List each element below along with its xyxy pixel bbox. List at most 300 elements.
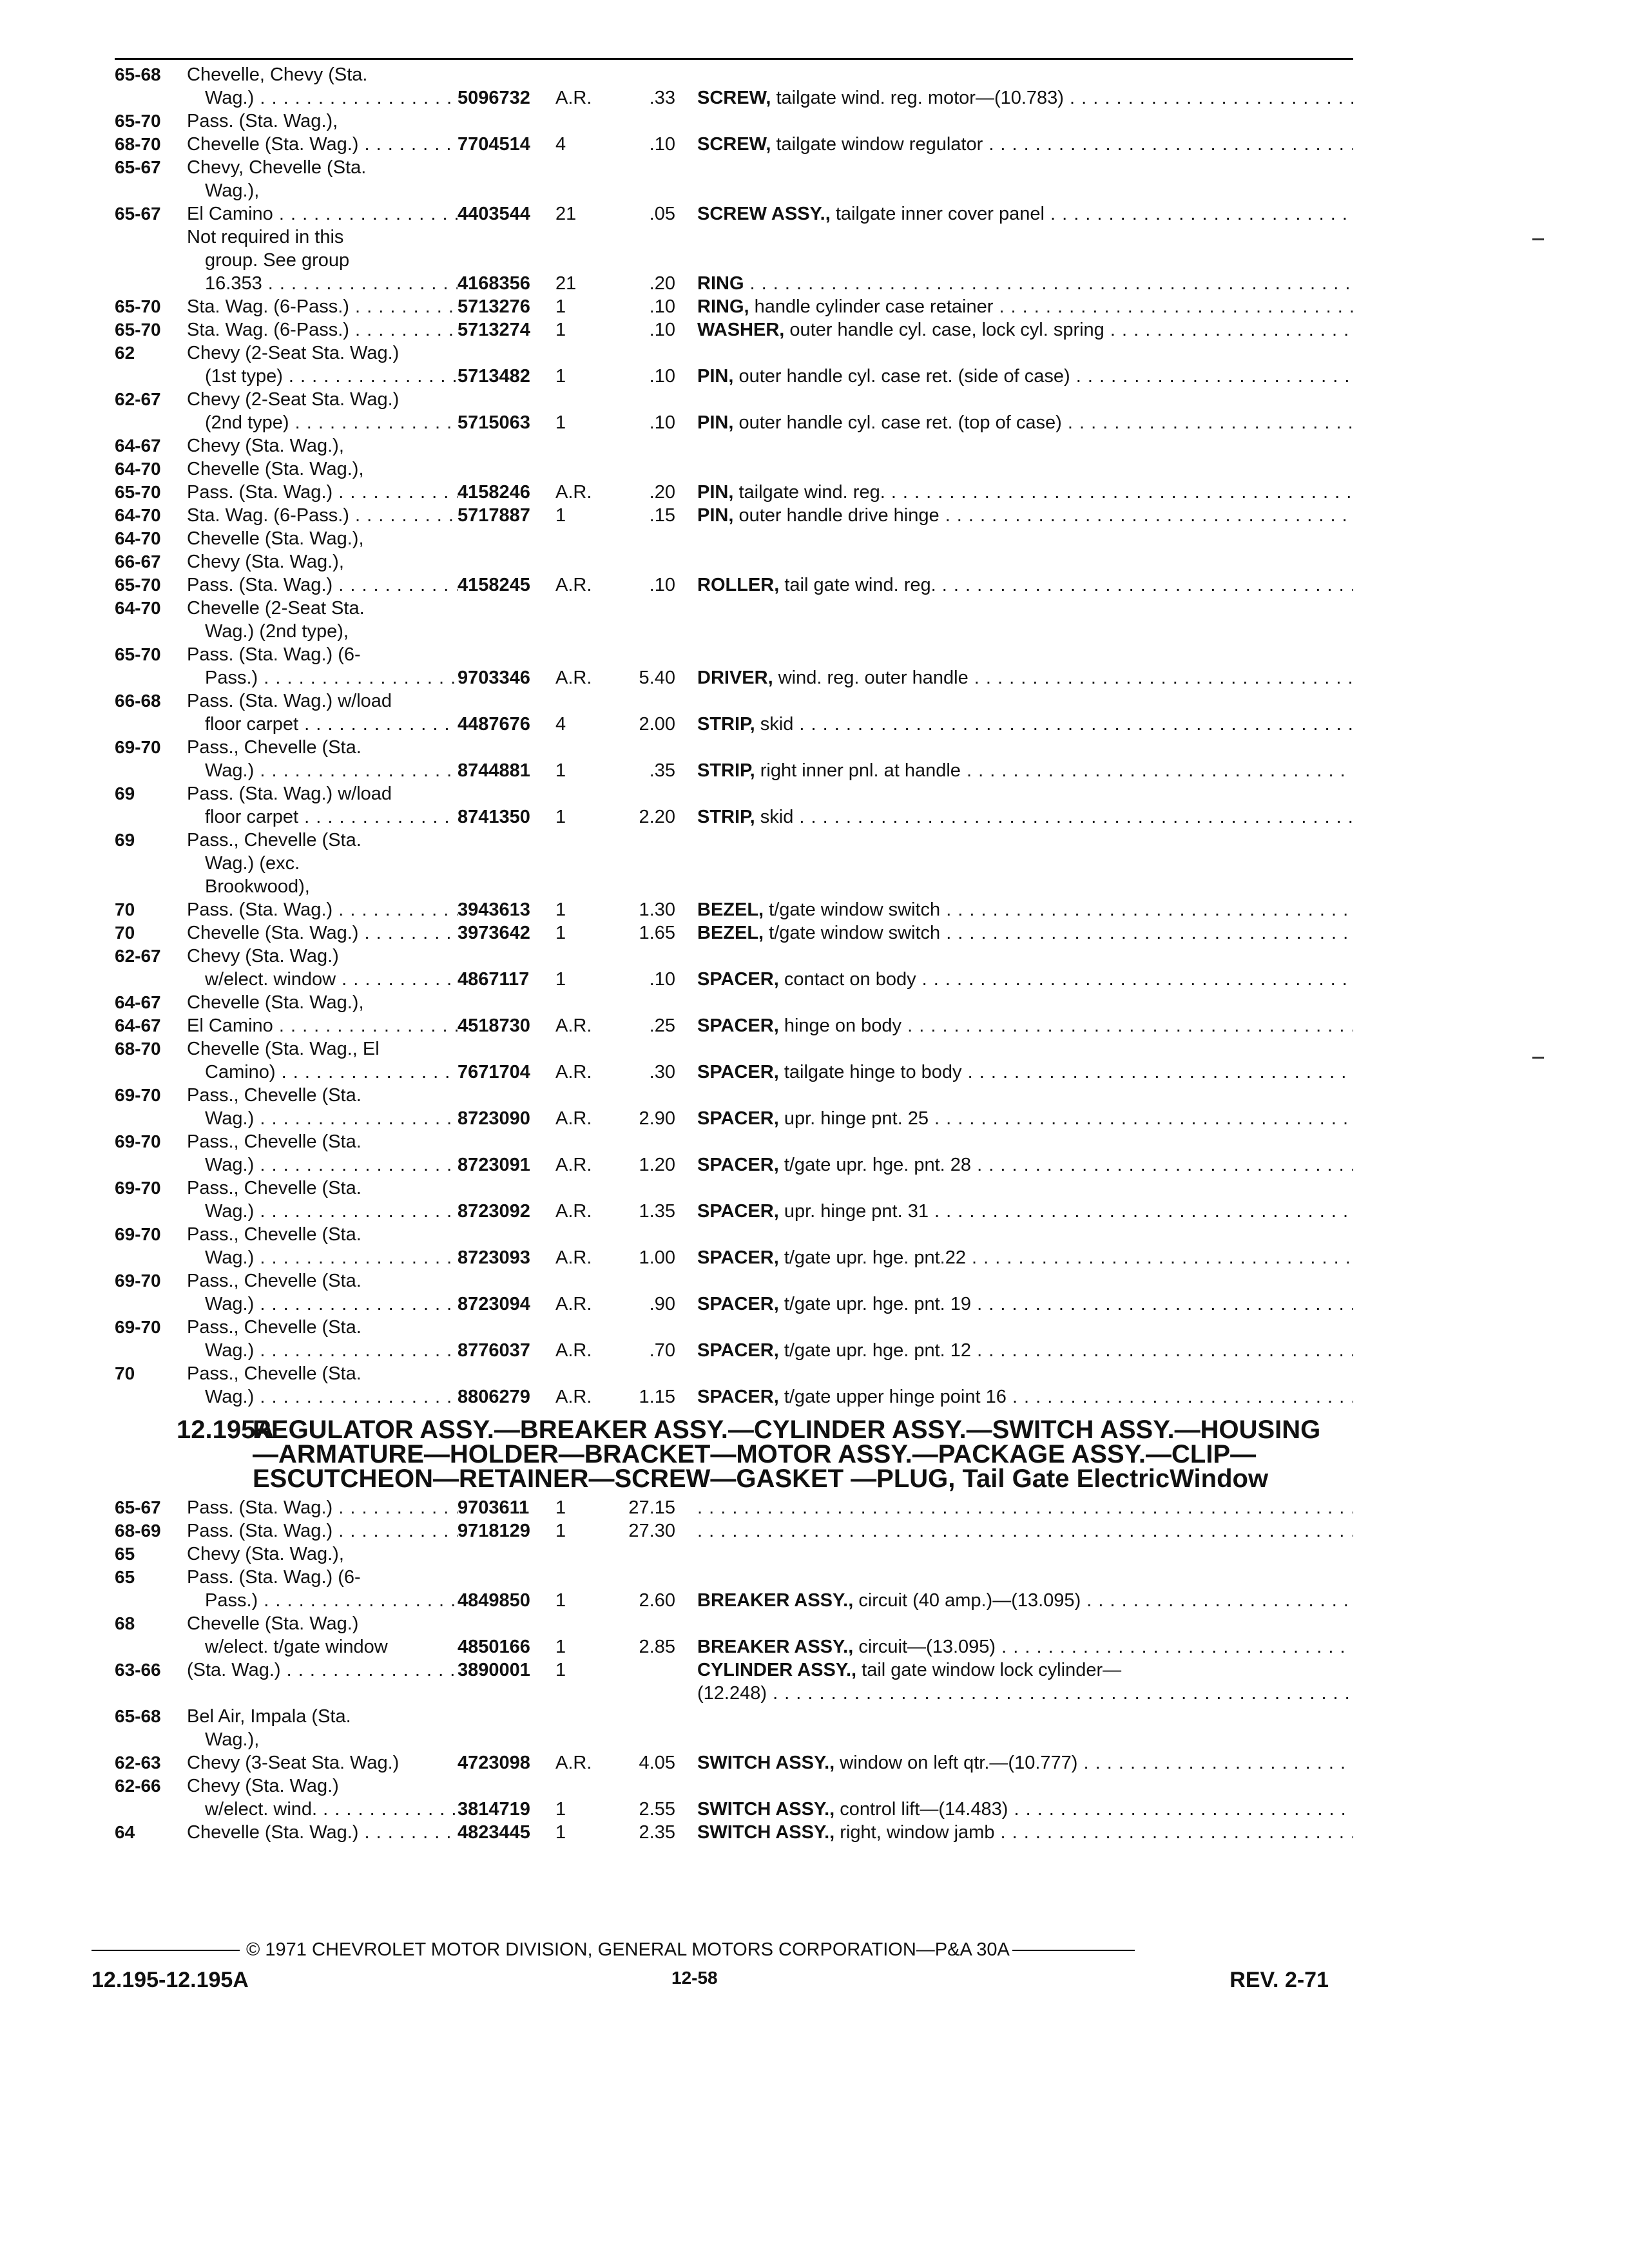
section-title: REGULATOR ASSY.—BREAKER ASSY.—CYLINDER ASSY.—SWITCH ASSY.—HOUSING—ARMATURE—HOLDER—BRACKET—MOTOR ASSY.—PACKAGE ASSY.—CLIP—ESCUTCHEON—RETAINER—SCREW—GASKET —PLUG, Tail Gate ElectricWindow — [253, 1416, 1321, 1493]
part-name: SPACER, — [697, 1155, 779, 1175]
part-description — [697, 1519, 1353, 1542]
margin-tick — [1532, 238, 1544, 240]
part-detail: right, window jamb — [834, 1822, 995, 1843]
table-row — [115, 1107, 1353, 1130]
table-row — [115, 597, 1353, 620]
vehicle-application: Wag.), — [205, 1729, 260, 1750]
vehicle-application: Pass.) . . . — [187, 666, 458, 689]
vehicle-application: Pass., Chevelle (Sta. — [187, 1178, 361, 1198]
table-row — [115, 898, 1353, 921]
part-description — [697, 1385, 1353, 1408]
list-price: 1.00 — [639, 1247, 675, 1268]
table-row — [115, 1014, 1353, 1037]
part-number: 8741350 — [458, 807, 530, 827]
quantity: 1 — [555, 412, 566, 433]
table-row — [115, 504, 1353, 527]
part-name: SPACER, — [697, 1294, 779, 1314]
part-detail: (12.248) — [697, 1683, 767, 1704]
part-name: SPACER, — [697, 1015, 779, 1036]
quantity: A.R. — [555, 482, 592, 503]
vehicle-application: w/elect. t/gate window — [205, 1637, 388, 1657]
vehicle-application: Chevelle (Sta. Wag., El — [187, 1039, 380, 1059]
table-row — [115, 1635, 1353, 1658]
part-number: 7704514 — [458, 134, 530, 155]
table-row — [115, 1293, 1353, 1316]
part-number: 8723092 — [458, 1201, 530, 1222]
part-name: RING, — [697, 296, 749, 317]
part-detail: tail gate wind. reg. — [779, 575, 936, 595]
table-row — [115, 1774, 1353, 1798]
list-price: .35 — [649, 760, 675, 781]
table-row — [115, 875, 1353, 898]
model-years: 69 — [115, 830, 135, 850]
model-years: 64-67 — [115, 992, 161, 1012]
table-row — [115, 1177, 1353, 1200]
model-years: 65 — [115, 1567, 135, 1587]
vehicle-application: Chevy (Sta. Wag.) — [187, 946, 339, 966]
part-detail: skid — [755, 807, 794, 827]
copyright-text: © 1971 CHEVROLET MOTOR DIVISION, GENERAL MOTORS CORPORATION—P&A 30A — [246, 1939, 1010, 1960]
table-row — [115, 179, 1353, 202]
table-row — [115, 1798, 1353, 1821]
part-detail: right inner pnl. at handle — [755, 760, 961, 781]
table-row — [115, 1385, 1353, 1408]
model-years: 70 — [115, 923, 135, 943]
table-row — [115, 202, 1353, 226]
part-name: CYLINDER ASSY., — [697, 1660, 857, 1680]
model-years: 64-67 — [115, 1015, 161, 1035]
part-name: SPACER, — [697, 1387, 779, 1407]
table-row — [115, 968, 1353, 991]
vehicle-application: w/elect. wind. . . . — [187, 1798, 458, 1821]
table-row — [115, 1728, 1353, 1751]
part-name: PIN, — [697, 412, 734, 433]
part-description — [697, 1200, 1353, 1223]
part-name: ROLLER, — [697, 575, 780, 595]
quantity: A.R. — [555, 668, 592, 688]
vehicle-application: Pass., Chevelle (Sta. — [187, 1271, 361, 1291]
part-number: 9703611 — [458, 1497, 530, 1518]
list-price: .05 — [649, 204, 675, 224]
vehicle-application: floor carpet . . . — [187, 805, 458, 829]
list-price: .90 — [649, 1294, 675, 1314]
vehicle-application: Wag.) (2nd type), — [205, 621, 349, 642]
part-number: 8744881 — [458, 760, 530, 781]
model-years: 62 — [115, 343, 135, 363]
part-number: 8723091 — [458, 1155, 530, 1175]
quantity: 1 — [555, 1521, 566, 1541]
vehicle-application: Chevy (Sta. Wag.), — [187, 436, 344, 456]
table-row — [115, 1061, 1353, 1084]
vehicle-application: Pass., Chevelle (Sta. — [187, 1085, 361, 1106]
list-price: 1.20 — [639, 1155, 675, 1175]
part-detail: handle cylinder case retainer — [749, 296, 994, 317]
model-years: 66-68 — [115, 691, 161, 711]
part-number: 4850166 — [458, 1637, 530, 1657]
table-row — [115, 1269, 1353, 1293]
quantity: 1 — [555, 899, 566, 920]
list-price: .10 — [649, 969, 675, 990]
part-description — [697, 1658, 1353, 1682]
table-row — [115, 1751, 1353, 1774]
list-price: .10 — [649, 134, 675, 155]
section-heading — [115, 1418, 1353, 1491]
table-row — [115, 1316, 1353, 1339]
part-description — [697, 898, 1353, 921]
table-row — [115, 1542, 1353, 1566]
vehicle-application: Chevelle (Sta. Wag.), — [187, 459, 364, 479]
list-price: .25 — [649, 1015, 675, 1036]
vehicle-application: Pass. (Sta. Wag.) . . . — [187, 1519, 458, 1542]
parts-table-1195a — [115, 1496, 1353, 1844]
vehicle-application: Wag.) . . . — [187, 1246, 458, 1269]
vehicle-application: Pass. (Sta. Wag.) w/load — [187, 783, 392, 804]
list-price: 1.35 — [639, 1201, 675, 1222]
vehicle-application: Wag.) . . . — [187, 1293, 458, 1316]
part-number: 5096732 — [458, 88, 530, 108]
quantity: 1 — [555, 1637, 566, 1657]
part-name: SCREW, — [697, 134, 771, 155]
part-name: BEZEL, — [697, 923, 764, 943]
part-name: SCREW ASSY., — [697, 204, 831, 224]
vehicle-application: El Camino . . . — [187, 1014, 458, 1037]
part-number: 8806279 — [458, 1387, 530, 1407]
table-row — [115, 643, 1353, 666]
part-detail: control lift—(14.483) — [834, 1799, 1008, 1820]
model-years: 62-63 — [115, 1753, 161, 1773]
vehicle-application: Not required in this — [187, 227, 344, 247]
vehicle-application: Wag.) . . . — [187, 1339, 458, 1362]
part-name: SWITCH ASSY., — [697, 1822, 835, 1843]
table-row — [115, 1037, 1353, 1061]
revision: REV. 2-71 — [1229, 1968, 1329, 1992]
list-price: .70 — [649, 1340, 675, 1361]
part-detail: outer handle cyl. case ret. (side of case) — [733, 366, 1070, 387]
vehicle-application: Chevelle (Sta. Wag.), — [187, 528, 364, 549]
vehicle-application: (1st type) . . . — [187, 365, 458, 388]
part-description — [697, 805, 1353, 829]
vehicle-application: Pass. (Sta. Wag.) w/load — [187, 691, 392, 711]
model-years: 63-66 — [115, 1660, 161, 1680]
part-name: RING — [697, 273, 744, 294]
list-price: 27.15 — [628, 1497, 675, 1518]
section-number: 12.195A — [177, 1416, 275, 1444]
model-years: 64-70 — [115, 528, 161, 548]
table-row — [115, 573, 1353, 597]
part-detail: outer handle cyl. case ret. (top of case) — [733, 412, 1062, 433]
model-years: 65-70 — [115, 296, 161, 316]
table-row — [115, 1496, 1353, 1519]
list-price: .33 — [649, 88, 675, 108]
table-row — [115, 133, 1353, 156]
model-years: 65-70 — [115, 575, 161, 595]
model-years: 65-70 — [115, 111, 161, 131]
part-name: SPACER, — [697, 1340, 779, 1361]
part-number: 4867117 — [458, 969, 530, 990]
model-years: 65 — [115, 1544, 135, 1564]
part-detail: tailgate wind. reg. motor—(10.783) — [771, 88, 1064, 108]
model-years: 68 — [115, 1613, 135, 1633]
part-detail: t/gate upr. hge. pnt.22 — [778, 1247, 966, 1268]
part-name: PIN, — [697, 482, 734, 503]
part-number: 8776037 — [458, 1340, 530, 1361]
part-name: BREAKER ASSY., — [697, 1590, 854, 1611]
vehicle-application: El Camino . . . — [187, 202, 458, 226]
page-number: 12-58 — [671, 1968, 718, 1988]
model-years: 69-70 — [115, 1131, 161, 1151]
part-number: 4403544 — [458, 204, 530, 224]
quantity: 1 — [555, 760, 566, 781]
table-row — [115, 527, 1353, 550]
part-number: 4518730 — [458, 1015, 530, 1036]
vehicle-application: Chevy (2-Seat Sta. Wag.) — [187, 389, 400, 410]
quantity: 4 — [555, 134, 566, 155]
vehicle-application: Wag.) . . . — [187, 1153, 458, 1177]
part-description — [697, 573, 1353, 597]
part-detail: circuit (40 amp.)—(13.095) — [853, 1590, 1081, 1611]
table-row — [115, 1246, 1353, 1269]
model-years: 69-70 — [115, 737, 161, 757]
list-price: 2.60 — [639, 1590, 675, 1611]
part-description — [697, 921, 1353, 945]
vehicle-application: Sta. Wag. (6-Pass.) . . . — [187, 504, 458, 527]
part-detail: upr. hinge pnt. 25 — [778, 1108, 929, 1129]
part-number: 8723094 — [458, 1294, 530, 1314]
table-row — [115, 86, 1353, 110]
parts-table-1195 — [115, 63, 1353, 1408]
model-years: 62-67 — [115, 946, 161, 966]
part-name: PIN, — [697, 505, 734, 526]
table-row — [115, 1658, 1353, 1682]
table-row — [115, 295, 1353, 318]
model-years: 68-69 — [115, 1521, 161, 1541]
quantity: A.R. — [555, 88, 592, 108]
vehicle-application: group. See group — [205, 250, 350, 271]
part-name: SWITCH ASSY., — [697, 1799, 835, 1820]
part-detail: outer handle drive hinge — [733, 505, 940, 526]
table-row — [115, 620, 1353, 643]
model-years: 64-70 — [115, 505, 161, 525]
part-description — [697, 1246, 1353, 1269]
table-row — [115, 156, 1353, 179]
table-row — [115, 1612, 1353, 1635]
part-number: 4158246 — [458, 482, 530, 503]
quantity: A.R. — [555, 1247, 592, 1268]
table-row — [115, 1519, 1353, 1542]
table-row — [115, 1200, 1353, 1223]
footer-rule-left — [92, 1950, 240, 1951]
footer-rule-right — [1012, 1950, 1135, 1951]
table-row — [115, 945, 1353, 968]
table-row — [115, 249, 1353, 272]
vehicle-application: Pass., Chevelle (Sta. — [187, 1224, 361, 1245]
model-years: 64-67 — [115, 436, 161, 456]
quantity: 4 — [555, 714, 566, 735]
table-row — [115, 272, 1353, 295]
quantity: A.R. — [555, 1753, 592, 1773]
table-row — [115, 365, 1353, 388]
vehicle-application: Pass. (Sta. Wag.) (6- — [187, 644, 361, 665]
part-description — [697, 1821, 1353, 1844]
list-price: 1.15 — [639, 1387, 675, 1407]
list-price: .10 — [649, 366, 675, 387]
vehicle-application: Pass. (Sta. Wag.) . . . — [187, 481, 458, 504]
part-description — [697, 295, 1353, 318]
part-description — [697, 1339, 1353, 1362]
quantity: A.R. — [555, 1155, 592, 1175]
vehicle-application: Wag.) . . . — [187, 1385, 458, 1408]
part-detail: tailgate hinge to body — [778, 1062, 962, 1082]
part-number: 5715063 — [458, 412, 530, 433]
list-price: 1.65 — [639, 923, 675, 943]
vehicle-application: Pass.) . . . — [187, 1589, 458, 1612]
table-row — [115, 1705, 1353, 1728]
list-price: 27.30 — [628, 1521, 675, 1541]
part-description — [697, 133, 1353, 156]
quantity: 1 — [555, 1497, 566, 1518]
table-row — [115, 1589, 1353, 1612]
table-row — [115, 921, 1353, 945]
model-years: 62-66 — [115, 1776, 161, 1796]
part-detail: outer handle cyl. case, lock cyl. spring — [784, 320, 1104, 340]
part-number: 4723098 — [458, 1753, 530, 1773]
table-row — [115, 991, 1353, 1014]
part-name: SPACER, — [697, 1247, 779, 1268]
part-description — [697, 481, 1353, 504]
table-row — [115, 805, 1353, 829]
table-row — [115, 226, 1353, 249]
quantity: A.R. — [555, 1108, 592, 1129]
model-years: 70 — [115, 1363, 135, 1383]
part-name: SPACER, — [697, 1062, 779, 1082]
part-name: BREAKER ASSY., — [697, 1637, 854, 1657]
list-price: .15 — [649, 505, 675, 526]
part-name: STRIP, — [697, 714, 755, 735]
part-number: 7671704 — [458, 1062, 530, 1082]
model-years: 65-70 — [115, 482, 161, 502]
part-detail: t/gate window switch — [764, 899, 941, 920]
quantity: A.R. — [555, 1015, 592, 1036]
part-detail: tailgate inner cover panel — [830, 204, 1045, 224]
vehicle-application: 16.353 . . . — [187, 272, 458, 295]
part-detail: t/gate upr. hge. pnt. 28 — [778, 1155, 972, 1175]
table-row — [115, 666, 1353, 689]
list-price: .10 — [649, 296, 675, 317]
part-description — [697, 202, 1353, 226]
model-years: 65-67 — [115, 204, 161, 224]
quantity: 1 — [555, 1822, 566, 1843]
vehicle-application: Chevy (Sta. Wag.), — [187, 552, 344, 572]
model-years: 69-70 — [115, 1085, 161, 1105]
quantity: 1 — [555, 1590, 566, 1611]
table-row — [115, 341, 1353, 365]
quantity: 1 — [555, 969, 566, 990]
part-number: 8723090 — [458, 1108, 530, 1129]
part-detail: hinge on body — [778, 1015, 902, 1036]
model-years: 68-70 — [115, 1039, 161, 1059]
part-number: 3890001 — [458, 1660, 530, 1680]
part-number: 4849850 — [458, 1590, 530, 1611]
model-years: 66-67 — [115, 552, 161, 572]
table-row — [115, 550, 1353, 573]
model-years: 69-70 — [115, 1317, 161, 1337]
list-price: 1.30 — [639, 899, 675, 920]
part-name: STRIP, — [697, 807, 755, 827]
table-row — [115, 1130, 1353, 1153]
vehicle-application: Chevy, Chevelle (Sta. — [187, 157, 367, 178]
list-price: .10 — [649, 320, 675, 340]
table-row — [115, 63, 1353, 86]
quantity: 1 — [555, 1660, 566, 1680]
part-detail: tailgate window regulator — [771, 134, 983, 155]
part-description — [697, 272, 1353, 295]
part-number: 4823445 — [458, 1822, 530, 1843]
quantity: 21 — [555, 273, 577, 294]
list-price: 2.55 — [639, 1799, 675, 1820]
part-name: DRIVER, — [697, 668, 773, 688]
group-range: 12.195-12.195A — [92, 1968, 249, 1992]
model-years: 68-70 — [115, 134, 161, 154]
list-price: 2.90 — [639, 1108, 675, 1129]
vehicle-application: Pass., Chevelle (Sta. — [187, 830, 361, 850]
vehicle-application: Camino) . . . — [187, 1061, 458, 1084]
list-price: .20 — [649, 482, 675, 503]
part-detail: upr. hinge pnt. 31 — [778, 1201, 929, 1222]
table-row — [115, 782, 1353, 805]
table-row — [115, 388, 1353, 411]
part-name: SPACER, — [697, 969, 779, 990]
table-row — [115, 434, 1353, 457]
vehicle-application: Wag.), — [205, 180, 260, 201]
table-row — [115, 1223, 1353, 1246]
list-price: 5.40 — [639, 668, 675, 688]
part-number: 5713274 — [458, 320, 530, 340]
vehicle-application: Chevelle, Chevy (Sta. — [187, 64, 368, 85]
part-description — [697, 1751, 1353, 1774]
table-row — [115, 736, 1353, 759]
vehicle-application: Wag.) . . . — [187, 759, 458, 782]
part-description — [697, 411, 1353, 434]
table-row — [115, 110, 1353, 133]
part-name: STRIP, — [697, 760, 755, 781]
table-row — [115, 1084, 1353, 1107]
quantity: 1 — [555, 505, 566, 526]
quantity: 1 — [555, 296, 566, 317]
part-name: SCREW, — [697, 88, 771, 108]
part-description — [697, 318, 1353, 341]
top-rule — [115, 58, 1353, 60]
part-description — [697, 1635, 1353, 1658]
table-row — [115, 481, 1353, 504]
part-description — [697, 666, 1353, 689]
part-detail: tailgate wind. reg. — [733, 482, 885, 503]
quantity: 1 — [555, 1799, 566, 1820]
vehicle-application: Chevelle (Sta. Wag.), — [187, 992, 364, 1013]
part-description — [697, 1798, 1353, 1821]
part-number: 5717887 — [458, 505, 530, 526]
table-row — [115, 759, 1353, 782]
table-row — [115, 689, 1353, 713]
part-detail: circuit—(13.095) — [853, 1637, 996, 1657]
part-detail: wind. reg. outer handle — [773, 668, 969, 688]
vehicle-application: Sta. Wag. (6-Pass.) . . . — [187, 318, 458, 341]
list-price: 2.85 — [639, 1637, 675, 1657]
quantity: A.R. — [555, 1294, 592, 1314]
table-row — [115, 457, 1353, 481]
part-description — [697, 86, 1353, 110]
model-years: 64-70 — [115, 598, 161, 618]
part-number: 5713276 — [458, 296, 530, 317]
